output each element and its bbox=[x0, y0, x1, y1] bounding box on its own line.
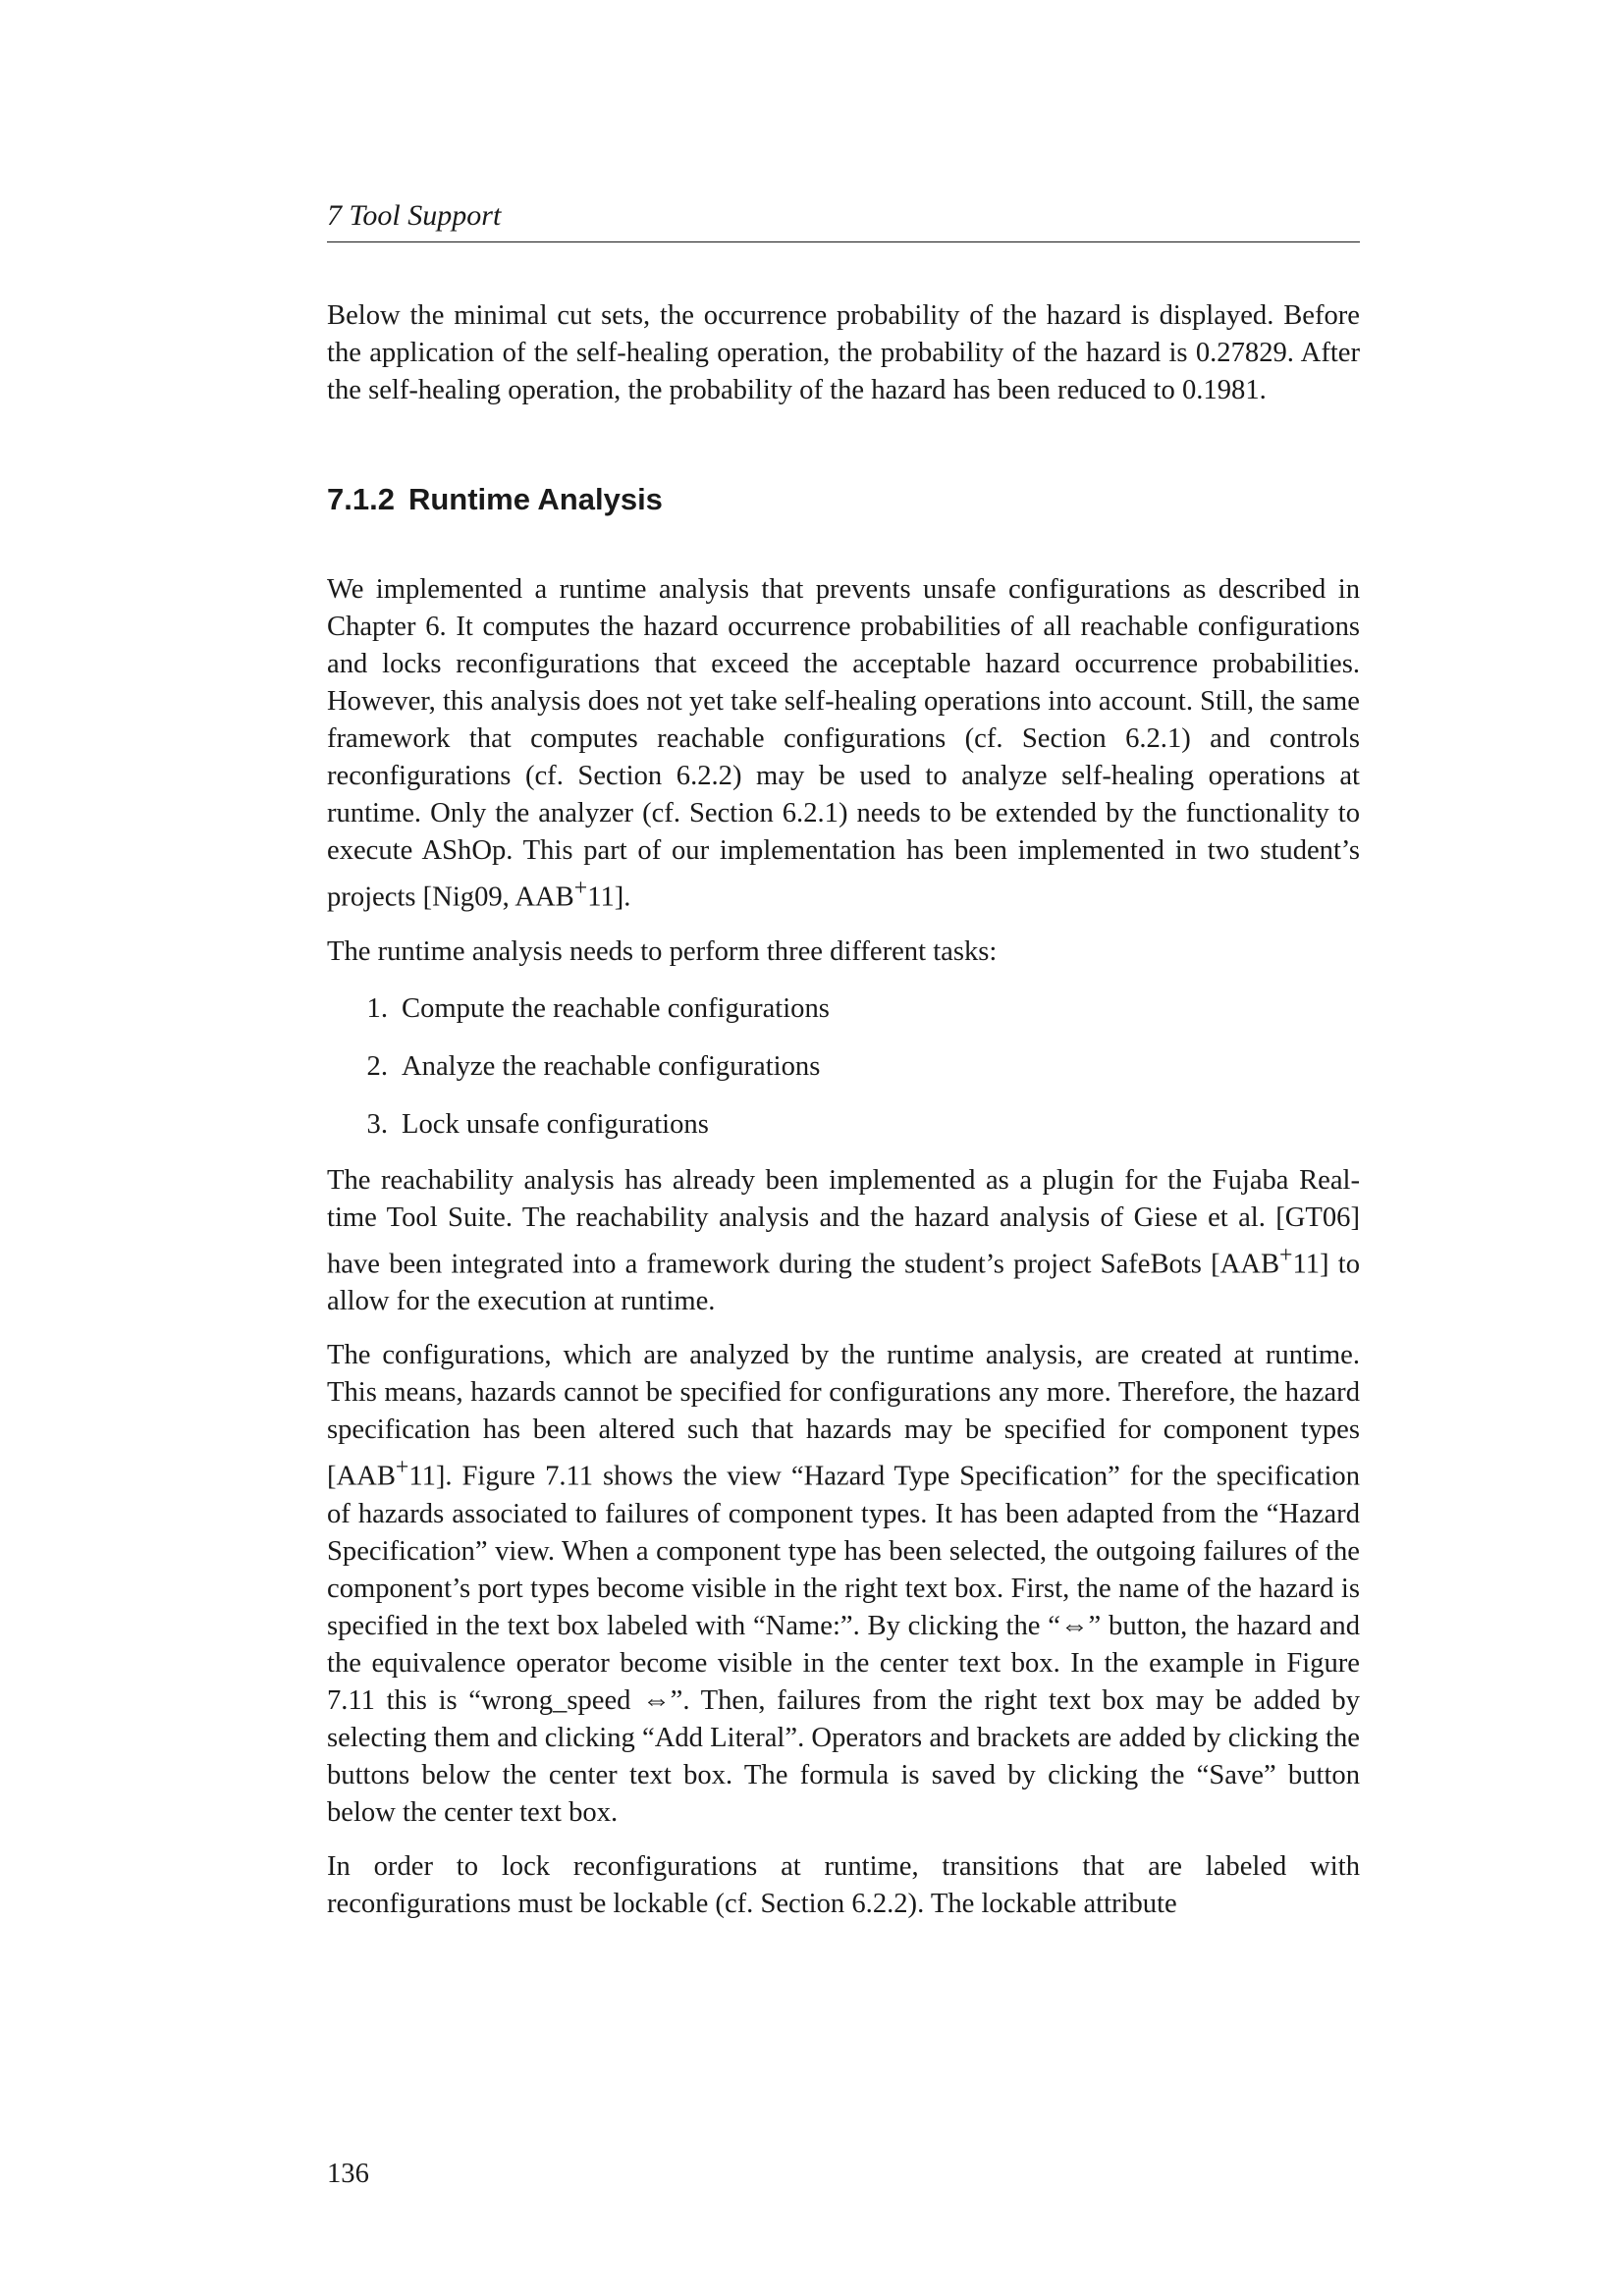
paragraph-lock-reconfigurations: In order to lock reconfigurations at runtime, transitions that are labeled with reconfigurations must be lockable (cf. Section 6.2.2). The lockable attribute bbox=[327, 1850, 1360, 1919]
section-heading bbox=[327, 480, 1360, 519]
list-item bbox=[327, 1106, 1360, 1144]
list-item-number: 2. bbox=[366, 1050, 388, 1082]
section-number: 7.1.2 bbox=[327, 482, 395, 516]
list-item-number: 1. bbox=[366, 992, 388, 1024]
list-item bbox=[327, 1048, 1360, 1086]
page bbox=[327, 0, 1360, 2296]
paragraph-probability: Below the minimal cut sets, the occurrence probability of the hazard is displayed. Before the application of the self-healing operation, the probability of the hazard is 0.27829. After the self-healing operation, the probability of the hazard has been reduced to 0.1981. bbox=[327, 300, 1360, 405]
list-item-label: Compute the reachable configurations bbox=[402, 992, 830, 1024]
p2-text-end: 11]. bbox=[587, 881, 631, 913]
paragraph-tasks-intro: The runtime analysis needs to perform three different tasks: bbox=[327, 935, 998, 967]
p5-text-end: 11]. Figure 7.11 shows the view “Hazard Type Specification” for the specification of hazards associated to failures of component types. It has been adapted from the “Hazard Specification” view. When a component type has been selected, the outgoing failures of the component’s port types become visible in the right text box. First, the name of the hazard is specified in the text box labeled with “Name:”. By clicking the “⇔” button, the hazard and the equivalence operator become visible in the center text box. In the example in Figure 7.11 this is “wrong_speed ⇔”. Then, failures from the right text box may be added by selecting them and clicking “Add Literal”. Operators and brackets are added by clicking the buttons below the center text box. The formula is saved by clicking the “Save” button below the center text box. bbox=[327, 1461, 1360, 1828]
list-item-label: Analyze the reachable configurations bbox=[402, 1050, 821, 1082]
list-item-label: Lock unsafe configurations bbox=[402, 1108, 709, 1140]
page-number: 136 bbox=[327, 2159, 369, 2189]
header-rule bbox=[327, 241, 1360, 242]
p5-superscript: + bbox=[395, 1455, 409, 1481]
paragraph-runtime-analysis bbox=[327, 571, 1360, 917]
task-list bbox=[327, 990, 1360, 1144]
p2-text: We implemented a runtime analysis that prevents unsafe configurations as described in Chapter 6. It computes the hazard occurrence probabilities of all reachable configurations and locks reconfigurations that exceed the acceptable hazard occurrence probabilities. However, this analysis does not yet take self-healing operations into account. Still, the same framework that computes reachable configurations (cf. Section 6.2.1) and controls reconfigurations (cf. Section 6.2.2) may be used to analyze self-healing operations at runtime. Only the analyzer (cf. Section 6.2.1) needs to be extended by the functionality to execute AShOp. This part of our implementation has been implemented in two student’s projects [Nig09, AAB bbox=[327, 574, 1360, 913]
body-text bbox=[327, 297, 1360, 1923]
list-item bbox=[327, 990, 1360, 1028]
p2-superscript: + bbox=[573, 876, 588, 901]
paragraph-reachability bbox=[327, 1162, 1360, 1321]
p4-text: The reachability analysis has already been implemented as a plugin for the Fujaba Real-time Tool Suite. The reachability analysis and the hazard analysis of Giese et al. [GT06] have been integrated into a framework during the student’s project SafeBots [AAB bbox=[327, 1164, 1360, 1280]
p4-superscript: + bbox=[1279, 1242, 1293, 1268]
p4-text-end: 11] to allow for the execution at runtime. bbox=[327, 1249, 1360, 1317]
p5-text: The configurations, which are analyzed by the runtime analysis, are created at runtime. This means, hazards cannot be specified for configurations any more. Therefore, the hazard specification has been altered such that hazards may be specified for component types [AAB bbox=[327, 1340, 1360, 1492]
paragraph-hazard-type-spec bbox=[327, 1337, 1360, 1832]
running-header: 7 Tool Support bbox=[327, 199, 502, 232]
section-title: Runtime Analysis bbox=[407, 482, 663, 516]
list-item-number: 3. bbox=[366, 1108, 388, 1140]
